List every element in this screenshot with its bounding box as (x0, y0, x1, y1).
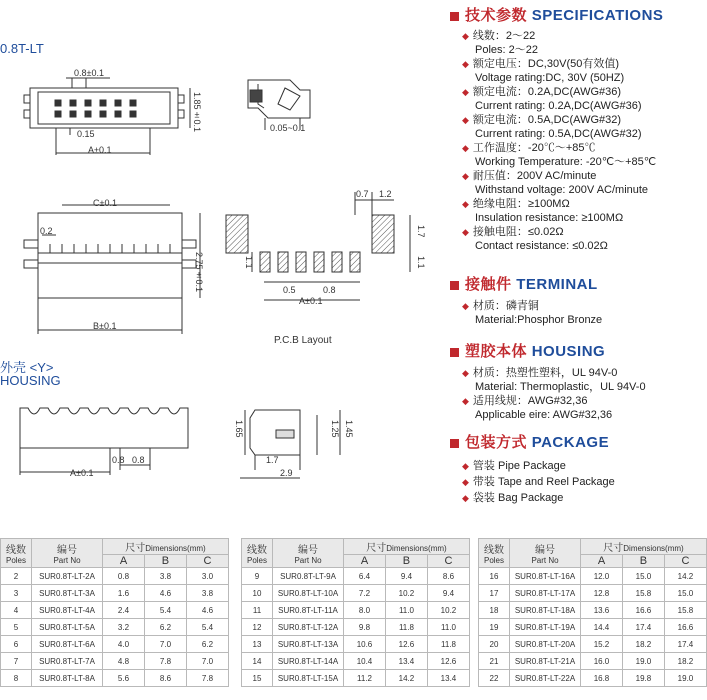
table-cell: 15.8 (664, 602, 706, 619)
table-row (242, 653, 470, 670)
dim-label: 1.7 (266, 455, 279, 465)
dim-label: 1.2 (379, 189, 392, 199)
dim-label: 0.15 (77, 129, 95, 139)
spec-item (462, 113, 707, 127)
section-marker-icon (450, 12, 459, 21)
housing-cn1: 材质：热塑性塑料，UL 94V-0 (472, 367, 618, 379)
table-cell: 19.0 (664, 670, 706, 687)
table-cell: 15.8 (622, 585, 664, 602)
package-en: Pipe Package (497, 460, 566, 472)
table-cell: 17.4 (664, 636, 706, 653)
table-row (242, 602, 470, 619)
bullet-icon: ◆ (462, 461, 469, 471)
table-cell: SUR0.8T-LT-5A (32, 619, 103, 636)
table-row (242, 636, 470, 653)
spec-en: Voltage rating:DC, 30V (50HZ) (475, 72, 625, 84)
housing-title-cn: 塑胶本体 (465, 343, 528, 360)
package-title-en: PACKAGE (531, 434, 610, 451)
table-cell: 8 (1, 670, 32, 687)
package-item (462, 474, 707, 490)
package-item (462, 458, 707, 474)
table-cell: SUR0.8T-LT-10A (273, 585, 344, 602)
table-cell: 5 (1, 619, 32, 636)
terminal-en: Material:Phosphor Bronze (475, 314, 603, 326)
table-cell: 13.4 (385, 653, 427, 670)
housing-cn2: 适用线规：AWG#32,36 (472, 395, 588, 407)
table-cell: 11.0 (385, 602, 427, 619)
dim-label: 1.1 (416, 256, 426, 269)
table-cell: 20 (479, 636, 510, 653)
spec-cn: 耐压值：200V AC/minute (472, 170, 597, 182)
table-cell: SUR0.8T-LT-15A (273, 670, 344, 687)
table-cell: 22 (479, 670, 510, 687)
table-row (1, 670, 229, 687)
table-cell: 19 (479, 619, 510, 636)
dimensions-header-cn: 尺寸 (366, 543, 387, 554)
package-title-cn: 包装方式 (465, 434, 528, 451)
table-cell: SUR0.8T-LT-19A (510, 619, 581, 636)
table-row (1, 636, 229, 653)
table-row (242, 585, 470, 602)
table-row (242, 568, 470, 585)
table-cell: SUR0.8T-LT-16A (510, 568, 581, 585)
table-cell: 3.0 (186, 568, 228, 585)
table-cell: 6.4 (344, 568, 386, 585)
table-cell: 4 (1, 602, 32, 619)
table-cell: SUR0.8T-LT-9A (273, 568, 344, 585)
dim-label: 1.25 (330, 420, 340, 438)
dim-label: 0.8 (132, 455, 145, 465)
spec-item (462, 57, 707, 71)
table-cell: 11.2 (344, 670, 386, 687)
bullet-icon: ◆ (462, 199, 469, 209)
spec-cn: 额定电流：0.5A,DC(AWG#32) (472, 114, 622, 126)
table-cell: 7.0 (186, 653, 228, 670)
table-cell: 13.6 (581, 602, 623, 619)
dim-label: 1.45 (344, 420, 354, 438)
table-cell: 16 (479, 568, 510, 585)
table-row (479, 619, 707, 636)
dimensions-header-en: Dimensions(mm) (145, 544, 206, 553)
housing-en2: Applicable eire: AWG#32,36 (475, 409, 613, 421)
poles-header-en: Poles (483, 556, 504, 565)
table-row (479, 585, 707, 602)
dimensions-header (581, 539, 707, 555)
table-row (479, 653, 707, 670)
table-cell: 14 (242, 653, 273, 670)
pcb-layout-label: P.C.B Layout (274, 335, 332, 346)
table-cell: 5.4 (186, 619, 228, 636)
spec-item (462, 141, 707, 155)
poles-header-cn: 线数 (484, 545, 504, 556)
table-cell: 0.8 (103, 568, 145, 585)
technical-drawing (0, 0, 430, 500)
spec-cn: 额定电流：0.2A,DC(AWG#36) (472, 86, 622, 98)
table-cell: 19.0 (622, 653, 664, 670)
spec-en: Contact resistance: ≤0.02Ω (475, 240, 608, 252)
table-cell: SUR0.8T-LT-3A (32, 585, 103, 602)
table-cell: SUR0.8T-LT-7A (32, 653, 103, 670)
table-cell: 21 (479, 653, 510, 670)
spec-en: Current rating: 0.2A,DC(AWG#36) (475, 100, 642, 112)
dim-label: 2.9 (280, 468, 293, 478)
spec-en: Poles: 2～22 (475, 44, 538, 56)
dimension-table (478, 538, 707, 687)
dim-label: 0.8±0.1 (74, 68, 104, 78)
table-cell: SUR0.8T-LT-2A (32, 568, 103, 585)
spec-en: Working Temperature: -20℃～+85℃ (475, 156, 657, 168)
specs-title-cn: 技术参数 (465, 7, 528, 24)
table-cell: 10.6 (344, 636, 386, 653)
table-cell: 2.4 (103, 602, 145, 619)
bullet-icon: ◆ (462, 493, 469, 503)
table-cell: SUR0.8T-LT-21A (510, 653, 581, 670)
partno-header-en: Part No (294, 556, 322, 565)
housing-title-en: HOUSING (531, 343, 606, 360)
table-cell: 5.4 (144, 602, 186, 619)
table-cell: 7.2 (344, 585, 386, 602)
partno-header (510, 539, 581, 568)
dim-label: 0.2 (40, 226, 53, 236)
bullet-icon: ◆ (462, 115, 469, 125)
table-cell: 12.8 (581, 585, 623, 602)
table-cell: 18.2 (664, 653, 706, 670)
dim-label: C±0.1 (93, 198, 117, 208)
table-cell: 18 (479, 602, 510, 619)
package-en: Tape and Reel Package (497, 476, 615, 488)
table-cell: 6.2 (144, 619, 186, 636)
partno-header-en: Part No (531, 556, 559, 565)
table-cell: 14.4 (581, 619, 623, 636)
table-cell: 11.8 (427, 636, 469, 653)
dim-label: 0.8 (112, 455, 125, 465)
table-cell: 10 (242, 585, 273, 602)
table-cell: 12 (242, 619, 273, 636)
section-marker-icon (450, 281, 459, 290)
table-cell: 9 (242, 568, 273, 585)
table-cell: SUR0.8T-LT-12A (273, 619, 344, 636)
dimensions-header-cn: 尺寸 (603, 543, 624, 554)
table-cell: 5.6 (103, 670, 145, 687)
table-row (1, 619, 229, 636)
specs-section (450, 4, 707, 253)
table-cell: 9.8 (344, 619, 386, 636)
bullet-icon: ◆ (462, 477, 469, 487)
dimensions-header-en: Dimensions(mm) (623, 544, 684, 553)
table-cell: 8.0 (344, 602, 386, 619)
table-row (479, 568, 707, 585)
spec-item (462, 29, 707, 43)
dim-label: A±0.1 (70, 468, 94, 478)
table-cell: 13.4 (427, 670, 469, 687)
table-row (479, 636, 707, 653)
table-row (1, 653, 229, 670)
package-cn: 管装 (472, 460, 495, 472)
package-item (462, 490, 707, 506)
table-cell: 12.0 (581, 568, 623, 585)
poles-header (479, 539, 510, 568)
table-cell: 13 (242, 636, 273, 653)
bullet-icon: ◆ (462, 87, 469, 97)
bullet-icon: ◆ (462, 301, 469, 311)
pcb-layout-drawing (226, 192, 410, 300)
spec-en: Insulation resistance: ≥100MΩ (475, 212, 624, 224)
col-header-c: C (186, 555, 228, 568)
specs-title-en: SPECIFICATIONS (531, 7, 664, 24)
col-header-a: A (581, 555, 623, 568)
poles-header (242, 539, 273, 568)
dim-label: 1.7 (416, 225, 426, 238)
table-cell: 10.2 (385, 585, 427, 602)
specs-list (462, 29, 707, 253)
table-cell: 16.6 (622, 602, 664, 619)
table-row (479, 602, 707, 619)
table-cell: 4.6 (144, 585, 186, 602)
package-cn: 带装 (472, 476, 495, 488)
table-cell: 4.0 (103, 636, 145, 653)
table-cell: 15 (242, 670, 273, 687)
poles-header-en: Poles (246, 556, 267, 565)
table-cell: 16.8 (581, 670, 623, 687)
bullet-icon: ◆ (462, 143, 469, 153)
package-list (462, 458, 707, 506)
table-cell: 9.4 (427, 585, 469, 602)
table-cell: 11.8 (385, 619, 427, 636)
col-header-b: B (144, 555, 186, 568)
section-marker-icon (450, 348, 459, 357)
housing-front-drawing (20, 408, 188, 475)
dim-label: A±0.1 (299, 296, 323, 306)
table-cell: 7.8 (186, 670, 228, 687)
dim-label: A±0.1 (88, 145, 112, 155)
terminal-title-en: TERMINAL (516, 276, 598, 293)
table-cell: 4.6 (186, 602, 228, 619)
table-cell: 15.0 (622, 568, 664, 585)
table-row (242, 670, 470, 687)
col-header-a: A (103, 555, 145, 568)
table-row (479, 670, 707, 687)
table-cell: SUR0.8T-LT-13A (273, 636, 344, 653)
spec-en: Current rating: 0.5A,DC(AWG#32) (475, 128, 642, 140)
table-cell: SUR0.8T-LT-11A (273, 602, 344, 619)
spec-item (462, 197, 707, 211)
table-cell: 15.2 (581, 636, 623, 653)
table-cell: 3.2 (103, 619, 145, 636)
dimensions-header (103, 539, 229, 555)
housing-label-cn: 外壳 <Y> (0, 360, 54, 375)
table-cell: SUR0.8T-LT-22A (510, 670, 581, 687)
table-cell: 10.2 (427, 602, 469, 619)
spec-cn: 额定电压：DC,30V(50有效值) (472, 58, 619, 70)
table-cell: SUR0.8T-LT-17A (510, 585, 581, 602)
table-row (1, 568, 229, 585)
poles-header (1, 539, 32, 568)
housing-en1: Material: Thermoplastic，UL 94V-0 (475, 381, 646, 393)
dim-label: B±0.1 (93, 321, 117, 331)
spec-cn: 工作温度：-20℃～+85℃ (472, 142, 596, 154)
dim-label: 0.7 (356, 189, 369, 199)
partno-header-cn: 编号 (57, 545, 77, 556)
dimension-table (241, 538, 470, 687)
bullet-icon: ◆ (462, 31, 469, 41)
terminal-cn: 材质：磷青铜 (472, 300, 539, 312)
package-section (450, 431, 707, 506)
dim-label: 1.85±0.1 (192, 92, 202, 133)
dimensions-header-en: Dimensions(mm) (386, 544, 447, 553)
dimension-table (0, 538, 229, 687)
table-cell: 18.2 (622, 636, 664, 653)
spec-en: Withstand voltage: 200V AC/minute (475, 184, 649, 196)
housing-label-en: HOUSING (0, 373, 61, 388)
dim-label: 1.65 (234, 420, 244, 438)
table-row (1, 585, 229, 602)
table-cell: 4.8 (103, 653, 145, 670)
dimensions-header (344, 539, 470, 555)
col-header-b: B (385, 555, 427, 568)
table-cell: 16.0 (581, 653, 623, 670)
col-header-a: A (344, 555, 386, 568)
table-cell: SUR0.8T-LT-8A (32, 670, 103, 687)
table-cell: 19.8 (622, 670, 664, 687)
partno-header-cn: 编号 (535, 545, 555, 556)
table-cell: 14.2 (664, 568, 706, 585)
table-cell: 17.4 (622, 619, 664, 636)
spec-cn: 绝缘电阻：≥100MΩ (472, 198, 570, 210)
section-marker-icon (450, 439, 459, 448)
package-en: Bag Package (497, 492, 564, 504)
top-view-drawing (24, 78, 190, 155)
table-cell: 3 (1, 585, 32, 602)
dim-label: 1.1 (244, 256, 254, 269)
dimensions-header-cn: 尺寸 (125, 543, 146, 554)
table-cell: 7.8 (144, 653, 186, 670)
table-cell: 12.6 (385, 636, 427, 653)
table-cell: 8.6 (144, 670, 186, 687)
dim-label: 0.5 (283, 285, 296, 295)
table-cell: 3.8 (186, 585, 228, 602)
table-row (242, 619, 470, 636)
terminal-section (450, 273, 707, 327)
table-cell: 12.6 (427, 653, 469, 670)
terminal-title-cn: 接触件 (465, 276, 512, 293)
table-cell: 17 (479, 585, 510, 602)
spec-cn: 接触电阻：≤0.02Ω (472, 226, 564, 238)
col-header-c: C (427, 555, 469, 568)
table-row (1, 602, 229, 619)
bullet-icon: ◆ (462, 59, 469, 69)
poles-header-en: Poles (5, 556, 26, 565)
col-header-b: B (622, 555, 664, 568)
table-cell: SUR0.8T-LT-14A (273, 653, 344, 670)
table-cell: 1.6 (103, 585, 145, 602)
model-fragment: 0.8T-LT (0, 41, 44, 56)
table-cell: SUR0.8T-LT-4A (32, 602, 103, 619)
spec-cn: 线数：2～22 (472, 30, 536, 42)
bullet-icon: ◆ (462, 396, 469, 406)
spec-item (462, 169, 707, 183)
col-header-c: C (664, 555, 706, 568)
partno-header (32, 539, 103, 568)
table-cell: 11 (242, 602, 273, 619)
table-cell: 7 (1, 653, 32, 670)
table-cell: 16.6 (664, 619, 706, 636)
spec-item (462, 85, 707, 99)
table-cell: 15.0 (664, 585, 706, 602)
front-view-drawing (24, 205, 200, 334)
partno-header (273, 539, 344, 568)
table-cell: 7.0 (144, 636, 186, 653)
bullet-icon: ◆ (462, 368, 469, 378)
poles-header-cn: 线数 (6, 545, 26, 556)
partno-header-en: Part No (53, 556, 81, 565)
housing-section (450, 340, 707, 422)
table-cell: 9.4 (385, 568, 427, 585)
dim-label: 0.8 (323, 285, 336, 295)
table-cell: SUR0.8T-LT-18A (510, 602, 581, 619)
partno-header-cn: 编号 (298, 545, 318, 556)
table-cell: 10.4 (344, 653, 386, 670)
package-cn: 袋装 (472, 492, 495, 504)
table-cell: SUR0.8T-LT-20A (510, 636, 581, 653)
dim-label: 2.75±0.1 (194, 252, 204, 293)
table-cell: 8.6 (427, 568, 469, 585)
table-cell: 14.2 (385, 670, 427, 687)
poles-header-cn: 线数 (247, 545, 267, 556)
bullet-icon: ◆ (462, 227, 469, 237)
table-cell: 3.8 (144, 568, 186, 585)
table-cell: 2 (1, 568, 32, 585)
table-cell: 11.0 (427, 619, 469, 636)
table-cell: 6.2 (186, 636, 228, 653)
bullet-icon: ◆ (462, 171, 469, 181)
dim-label: 0.05~0.1 (270, 123, 306, 133)
spec-item (462, 225, 707, 239)
table-cell: 6 (1, 636, 32, 653)
table-cell: SUR0.8T-LT-6A (32, 636, 103, 653)
